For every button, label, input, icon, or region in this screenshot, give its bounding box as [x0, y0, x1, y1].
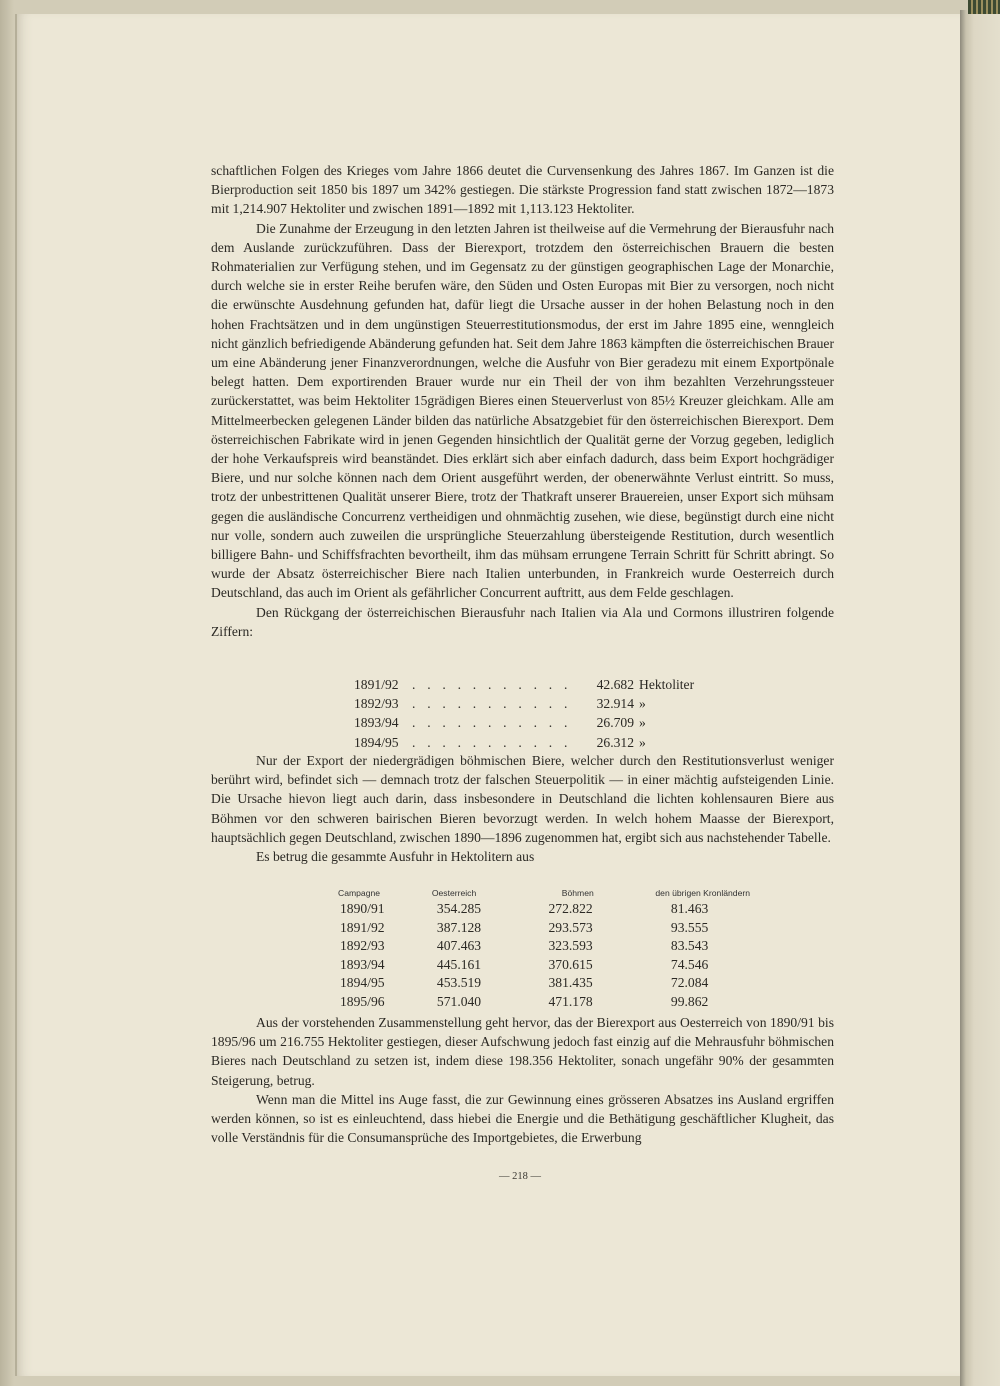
paragraph: Den Rückgang der österreichischen Bierausfuhr nach Italien via Ala und Cormons illustriren folgende Ziffern:	[211, 604, 834, 639]
page-number: — 218 —	[499, 1171, 541, 1182]
list-unit: »	[639, 715, 646, 731]
table-cell: 81.463	[670, 901, 709, 916]
list-value: 26.312	[596, 734, 634, 750]
body-text-middle	[211, 751, 834, 866]
table-row	[330, 919, 750, 938]
table-cell: 445.161	[436, 956, 482, 972]
list-year: 1892/93	[354, 696, 399, 712]
list-value: 42.682	[596, 677, 634, 692]
table-row	[330, 937, 750, 956]
table-cell: 323.593	[548, 938, 593, 954]
table-cell: 453.519	[436, 975, 482, 991]
list-unit: »	[639, 696, 646, 712]
table-cell: 370.615	[548, 956, 593, 972]
table-cell: 293.573	[548, 919, 593, 935]
table-header-row	[330, 886, 750, 900]
table-cell: 83.543	[670, 938, 709, 954]
list-unit: Hektoliter	[639, 677, 695, 692]
list-value: 32.914	[596, 696, 634, 712]
table-row	[330, 974, 750, 993]
table-cell: 99.862	[670, 993, 709, 1009]
table-cell: 1891/92	[340, 919, 385, 935]
table-cell: 74.546	[670, 956, 709, 972]
column-header: Böhmen	[561, 888, 594, 898]
leader-dots: . . . . . . . . . . .	[412, 696, 572, 712]
list-year: 1891/92	[354, 677, 399, 692]
leader-dots: . . . . . . . . . . .	[412, 677, 572, 692]
leader-dots: . . . . . . . . . . .	[412, 734, 572, 750]
table-cell: 272.822	[548, 901, 593, 916]
table-cell: 1893/94	[340, 956, 385, 972]
table-cell: 381.435	[548, 975, 593, 991]
table-cell: 1890/91	[340, 901, 385, 916]
table-cell: 1895/96	[340, 993, 385, 1009]
table-cell: 354.285	[436, 901, 482, 916]
paragraph: Aus der vorstehenden Zusammenstellung geht hervor, das der Bierexport aus Oesterreich von 1890/91 bis 1895/96 um 216.755 Hektoliter gestiegen, dieser Aufschwung jedoch fast einzig auf die Mehrausfuhr böhmischen Bieres nach Deutschland zu setzen ist, indem diese 198.356 Hektoliter, sonach ungefähr 90% der gesammten Steigerung, betrug.	[211, 1015, 834, 1088]
table-cell: 387.128	[436, 919, 482, 935]
paragraph: Es betrug die gesammte Ausfuhr in Hektolitern aus	[256, 849, 535, 865]
list-year: 1894/95	[354, 734, 399, 750]
table-cell: 1892/93	[340, 938, 385, 954]
list-year: 1893/94	[354, 715, 399, 731]
export-table	[330, 886, 750, 1012]
column-header: den übrigen Kronländern	[655, 888, 750, 898]
column-header: Oesterreich	[431, 888, 477, 898]
italy-export-list	[354, 675, 714, 752]
table-cell: 407.463	[436, 938, 482, 954]
list-value: 26.709	[596, 715, 634, 731]
table-row	[330, 956, 750, 975]
list-item	[354, 694, 714, 713]
list-unit: »	[639, 734, 646, 750]
paragraph: Die Zunahme der Erzeugung in den letzten Jahren ist theilweise auf die Vermehrung der Bierausfuhr nach dem Auslande zurückzuführen. Dass der Bierexport, trotzdem den österreichischen Brauern die besten Rohmaterialien zur Verfügung stehen, und im Gegensatz zu der günstigen geographischen Lage der Monarchie, durch welche sie in erster Reihe berufen wäre, den Süden und Osten Europas mit Bier zu versorgen, noch nicht die erwünschte Ausdehnung gefunden hat, dafür liegt die Ursache ausser in der hohen Belastung noch in den hohen Frachtsätzen und in dem ungünstigen Steuerrestitutionsmodus, der erst im Jahre 1895 eine, wenngleich nicht gänzlich befriedigende Abänderung gefunden hat. Seit dem Jahre 1863 kämpften die österreichischen Brauer um eine Abänderung jener Finanzverordnungen, welche die Ausfuhr von Bier geradezu mit einem Exportpönale belegt hatten. Dem exportirenden Brauer wurde nur ein Theil der von ihm bezahlten Verzehrungssteuer zurückerstattet, was beim Hektoliter 15grädigen Bieres einen Steuerverlust von 85½ Kreuzer gleichkam. Alle am Mittelmeerbecken gelegenen Länder bilden das natürliche Absatzgebiet für den österreichischen Bierexport. Dem österreichischen Fabrikate wird in jenen Gegenden hinsichtlich der Qualität gerne der Vorzug gegeben, lediglich der hohe Verkaufspreis wird beanständet. Dies erklärt sich aber einfach dadurch, dass beim Export hochgrädiger Biere, und nur solche können nach dem Orient ausgeführt werden, der obenerwähnte Verlust eintritt. So muss, trotz der unbestrittenen Qualität unserer Biere, trotz der Thatkraft unserer Brauereien, unser Export sich mühsam gegen die ausländische Concurrenz vertheidigen und ohnmächtig zusehen, wie diese, begünstigt durch eine nicht nur volle, sondern auch zuweilen die ursprüngliche Steuerzahlung übersteigende Restitution, durch wesentlich billigere Bahn- und Schiffsfrachten bevortheilt, ihm das mühsam errungene Terrain Schritt für Schritt abringt. So wurde der Absatz österreichischer Biere nach Italien unterbunden, in Frankreich wurde Oesterreich durch Deutschland, das auch im Orient als gefährlicher Concurrent auftritt, aus dem Felde geschlagen.	[211, 220, 834, 601]
table-cell: 72.084	[670, 975, 709, 991]
next-page-edge	[960, 10, 1000, 1386]
table-cell: 471.178	[548, 993, 593, 1009]
table-cell: 93.555	[670, 919, 709, 935]
paragraph: Nur der Export der niedergrädigen böhmischen Biere, welcher durch den Restitutionsverlust weniger berührt wird, befindet sich — demnach trotz der falschen Steuerpolitik — in einer mächtig aufsteigenden Linie. Die Ursache hievon liegt auch darin, dass insbesondere in Deutschland die lichten kohlensauren Biere aus Böhmen vor den schweren bairischen Bieren bevorzugt werden. In welch hohem Maasse der Bierexport, hauptsächlich gegen Deutschland, zwischen 1890—1896 zugenommen hat, ergibt sich aus nachstehender Tabelle.	[211, 753, 834, 845]
table-cell: 1894/95	[340, 975, 385, 991]
body-text-bottom	[211, 1013, 834, 1147]
list-item	[354, 675, 714, 694]
leader-dots: . . . . . . . . . . .	[412, 715, 572, 731]
table-row	[330, 993, 750, 1012]
table-cell: 571.040	[436, 993, 482, 1009]
paragraph: schaftlichen Folgen des Krieges vom Jahre 1866 deutet die Curvensenkung des Jahres 1867. Im Ganzen ist die Bierproduction seit 1850 bis 1897 um 342% gestiegen. Die stärkste Progression fand statt zwischen 1872—1873 mit 1,214.907 Hektoliter und zwischen 1891—1892 mit 1,113.123 Hektoliter.	[211, 163, 834, 217]
column-header: Campagne	[338, 888, 381, 898]
table-row	[330, 900, 750, 919]
list-item	[354, 733, 714, 752]
list-item	[354, 713, 714, 732]
paragraph: Wenn man die Mittel ins Auge fasst, die zur Gewinnung eines grösseren Absatzes ins Ausland ergriffen werden können, so ist es einleuchtend, dass hiebei die Energie und die Bethätigung geschäftlicher Klugheit, das volle Verständnis für die Consumansprüche des Importgebietes, die Erwerbung	[211, 1091, 834, 1146]
body-text-top	[211, 161, 834, 641]
color-calibration-strip	[968, 0, 1000, 14]
